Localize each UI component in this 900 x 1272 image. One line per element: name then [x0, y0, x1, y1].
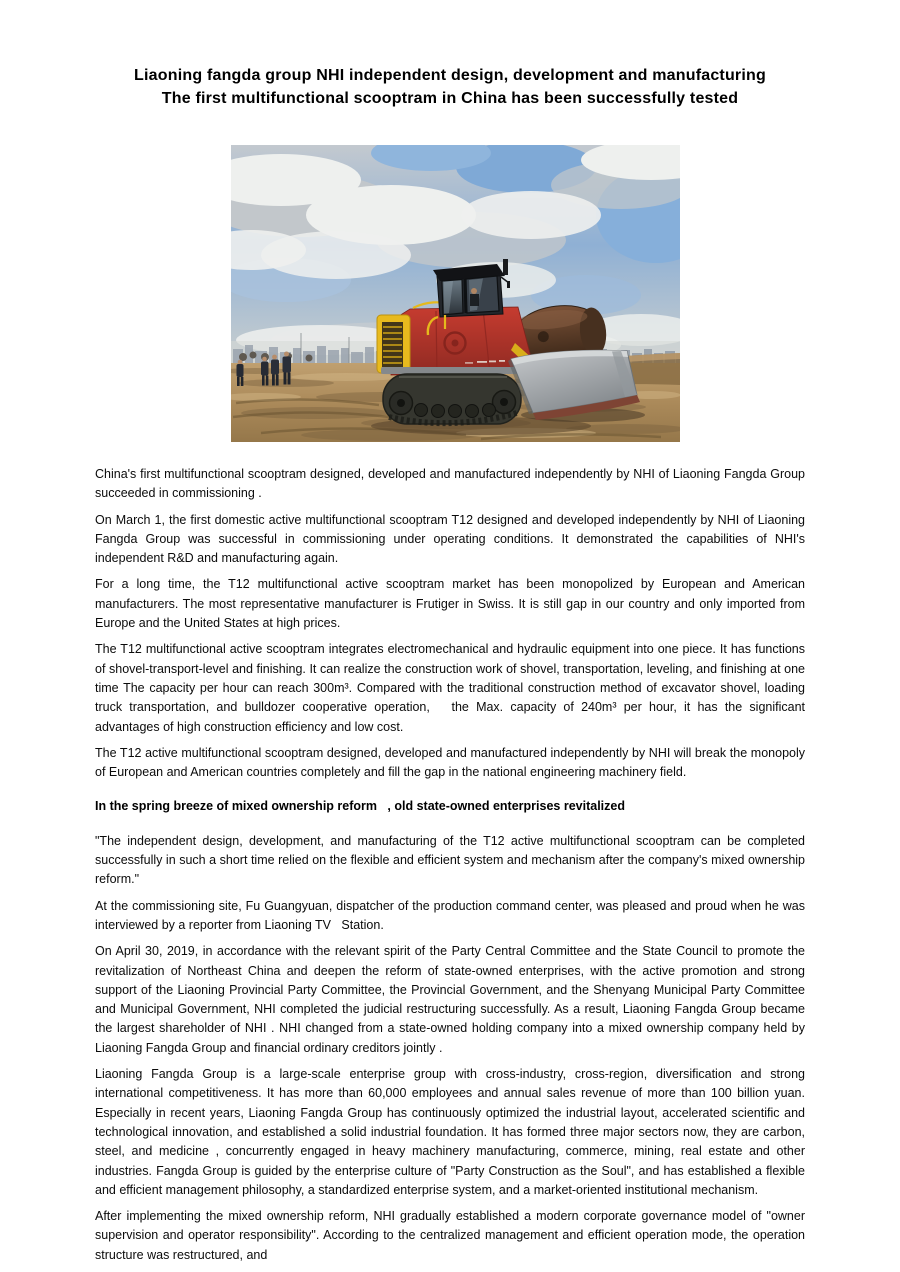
paragraph: At the commissioning site, Fu Guangyuan, dispatcher of the production command center, was pleased and proud when he was interviewed by a reporter from Liaoning TV Station.: [95, 898, 809, 932]
article-title: [60, 64, 840, 110]
paragraph: "The independent design, development, and manufacturing of the T12 active multifunctional scooptram can be completed successfully in such a short time relied on the flexible and efficient system and mechanism after the company's mixed ownership reform.": [95, 833, 809, 887]
paragraph: On March 1, the first domestic active multifunctional scooptram T12 designed and developed independently by NHI of Liaoning Fangda Group was successful in commissioning under operating conditions. It demonstrated the capabilities of NHI's independent R&D and manufacturing again.: [95, 512, 809, 566]
paragraph: Liaoning Fangda Group is a large-scale enterprise group with cross-industry, cross-region, diversification and strong international competitiveness. It has more than 60,000 employees and annual sales revenue of more than 100 billion yuan. Especially in recent years, Liaoning Fangda Group has continuously optimized the industrial layout, accelerated scientific and technological innovation, and established a solid industrial foundation. It has formed three major sectors now, they are carbon, steel, and medicine , concurrently engaged in heavy machinery manufacturing, commerce, mining, real estate and other industries. Fangda Group is guided by the enterprise culture of "Party Construction as the Soul", and has established a flexible and efficient management philosophy, a standardized enterprise system, and a market-oriented institutional mechanism.: [95, 1067, 809, 1197]
paragraph: On April 30, 2019, in accordance with the relevant spirit of the Party Central Committee and the State Council to promote the revitalization of Northeast China and deepen the reform of state-owned enterprises, with the active promotion and strong support of the Liaoning Provincial Party Committee, the Provincial Government, and the Shenyang Municipal Party Committee and Municipal Government, NHI completed the judicial restructuring successfully. As a result, Liaoning Fangda Group became the largest shareholder of NHI . NHI changed from a state-owned holding company into a mixed ownership company held by Liaoning Fangda Group and financial ordinary creditors jointly .: [95, 944, 809, 1055]
article-body: [95, 465, 809, 1265]
title-line-2: The first multifunctional scooptram in China has been successfully tested: [161, 90, 739, 107]
paragraph: For a long time, the T12 multifunctional active scooptram market has been monopolized by European and American manufacturers. The most representative manufacturer is Frutiger in Swiss. It is still gap in our country and only imported from Europe and the United States at high prices.: [95, 577, 809, 631]
radiator-grille: [377, 315, 410, 373]
paragraph: The T12 multifunctional active scooptram integrates electromechanical and hydraulic equipment into one piece. It has functions of shovel-transport-level and finishing. It can realize the construction work of shovel, transportation, leveling, and finishing at one time The capacity per hour can reach 300m³. Compared with the traditional construction method of excavator shovel, loading truck transportation, and bulldozer cooperative operation, the Max. capacity of 240m³ per hour, it has the significant advantages of high construction efficiency and low cost.: [95, 642, 809, 734]
paragraph: China's first multifunctional scooptram designed, developed and manufactured independently by NHI of Liaoning Fangda Group succeeded in commissioning .: [95, 467, 809, 501]
scooptram-photo: [231, 145, 680, 442]
article-page: [0, 64, 900, 1265]
title-line-1: Liaoning fangda group NHI independent design, development and manufacturing: [134, 67, 766, 84]
scooptram-photo-illustration: [231, 145, 680, 442]
paragraph: After implementing the mixed ownership reform, NHI gradually established a modern corporate governance model of "owner supervision and operator responsibility". According to the centralized management and efficient operation mode, the operation structure was restructured, and: [95, 1209, 809, 1262]
paragraph: The T12 active multifunctional scooptram designed, developed and manufactured independently by NHI will break the monopoly of European and American countries completely and fill the gap in the national engineering machinery field.: [95, 745, 809, 780]
operator: [471, 288, 477, 294]
dozer-blade: [508, 350, 645, 422]
crawler-tracks: [381, 367, 521, 424]
section-subheading: In the spring breeze of mixed ownership reform , old state-owned enterprises revitalized: [95, 799, 625, 814]
